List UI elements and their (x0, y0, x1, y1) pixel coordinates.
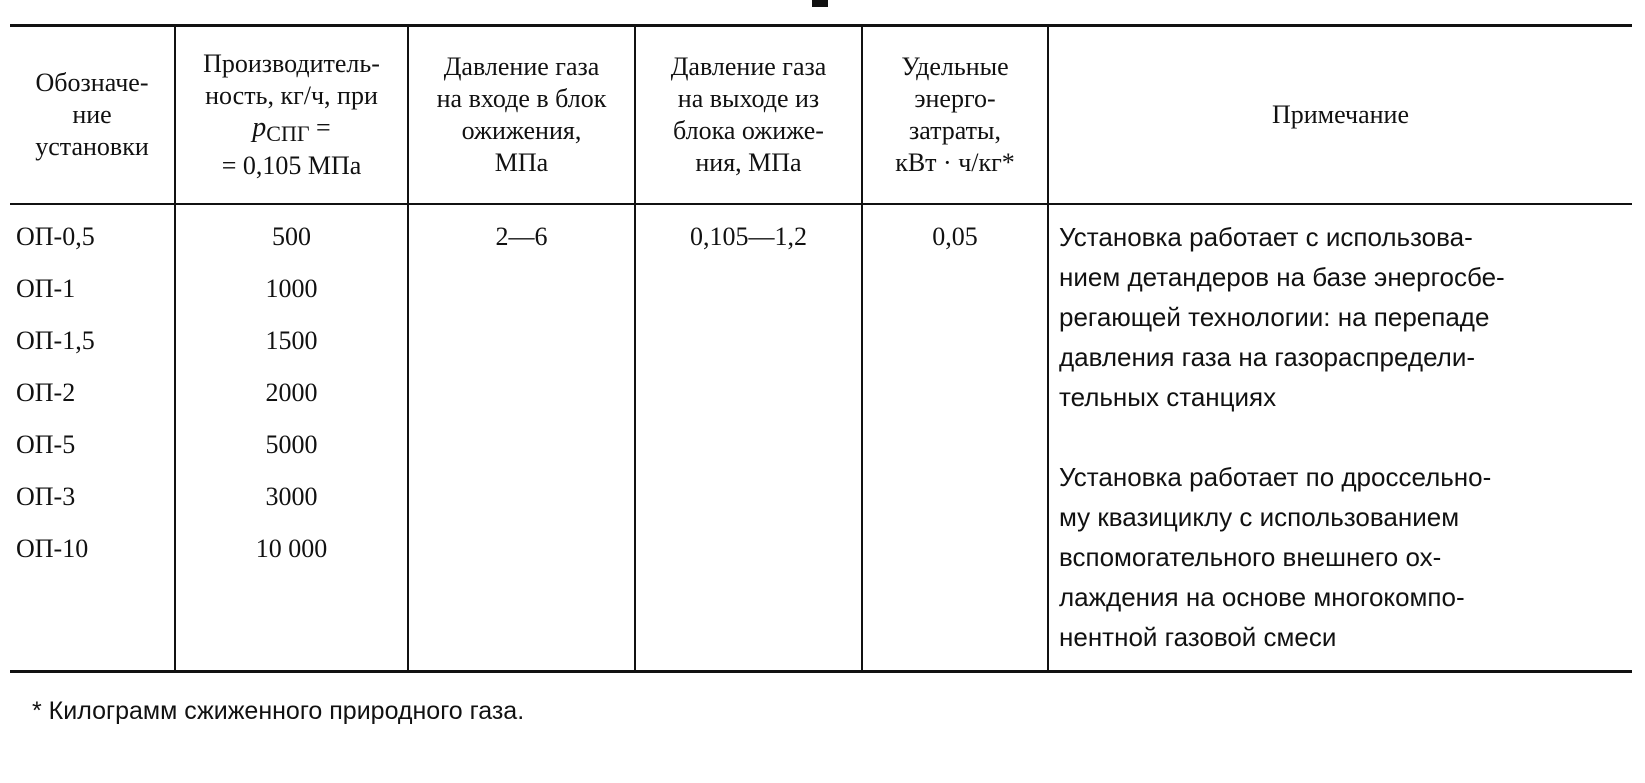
header-outlet-pressure: Давление газа на выходе из блока ожиже- ния, МПа (635, 26, 862, 204)
note-block-throttle: Установка работает по дроссельно- му квазициклу с использованием вспомогательного внешнего ох- лаждения на основе многокомпо- нентной газовой смеси (1059, 461, 1492, 652)
capacity-cell: 500 (272, 221, 311, 251)
outlet-pressure-column (635, 204, 862, 672)
designation-cell: ОП-1 (16, 273, 76, 303)
designation-cell: ОП-2 (16, 377, 76, 407)
note-block-detander: Установка работает с использова- нием детандеров на базе энергосбе- регающей технологии: на перепаде давления газа на газораспредели- тельных станциях (1059, 221, 1505, 412)
header-designation: Обозначе- ние установки (10, 26, 175, 204)
designation-column (10, 204, 175, 672)
footnote: * Килограмм сжиженного природного газа. (32, 697, 525, 725)
note-column (1048, 204, 1632, 672)
capacity-column (175, 204, 408, 672)
capacity-cell: 1000 (265, 273, 318, 303)
capacity-cell: 10 000 (255, 533, 328, 563)
capacity-cell: 2000 (265, 377, 318, 407)
designation-cell: ОП-3 (16, 481, 76, 511)
table-header-row (10, 26, 1632, 204)
top-decoration (0, 0, 1645, 24)
header-energy: Удельные энерго- затраты, кВт · ч/кг* (862, 26, 1048, 204)
outlet-pressure-value: 0,105—1,2 (690, 221, 807, 251)
inlet-pressure-column (408, 204, 635, 672)
designation-cell: ОП-10 (16, 533, 89, 563)
designation-cell: ОП-1,5 (16, 325, 95, 355)
table-body-row (10, 204, 1632, 672)
capacity-cell: 3000 (265, 481, 318, 511)
header-capacity: Производитель- ность, кг/ч, при pСПГ = = 0,105 МПа (175, 26, 408, 204)
designation-cell: ОП-0,5 (16, 221, 95, 251)
header-inlet-pressure: Давление газа на входе в блок ожижения, МПа (408, 26, 635, 204)
heading-fragment (812, 0, 828, 7)
pressure-symbol: pСПГ = (252, 111, 331, 146)
note-spacer (1059, 419, 1626, 459)
capacity-cell: 5000 (265, 429, 318, 459)
capacity-cell: 1500 (265, 325, 318, 355)
energy-value: 0,05 (932, 221, 978, 251)
specification-table (10, 24, 1632, 673)
designation-cell: ОП-5 (16, 429, 76, 459)
header-note: Примечание (1048, 26, 1632, 204)
inlet-pressure-value: 2—6 (495, 221, 548, 251)
energy-column (862, 204, 1048, 672)
